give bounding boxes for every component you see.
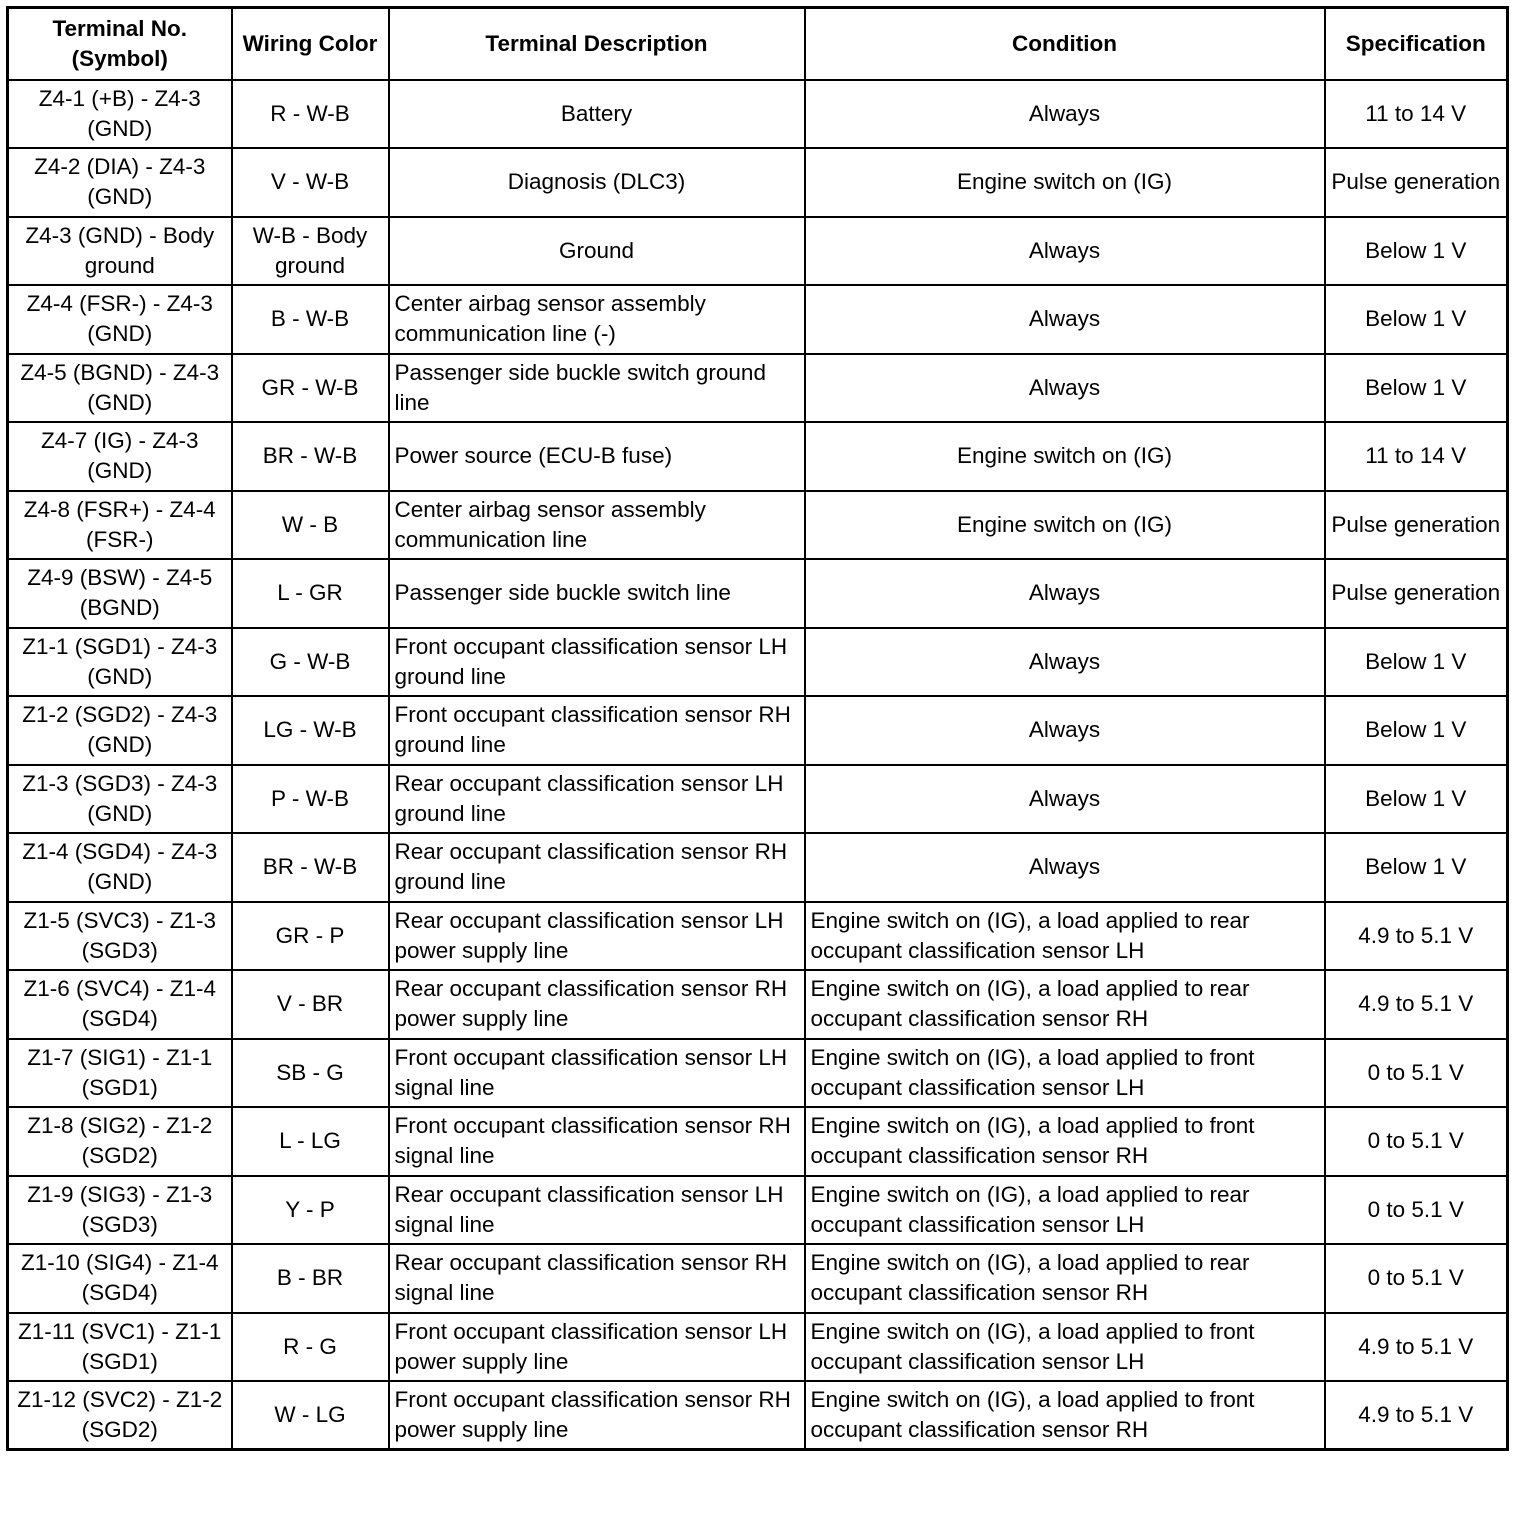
cell-wiring-color: R - W-B bbox=[232, 80, 389, 149]
cell-specification: Pulse generation bbox=[1325, 559, 1508, 628]
cell-terminal-description: Front occupant classification sensor LH ground line bbox=[389, 628, 805, 697]
cell-wiring-color: R - G bbox=[232, 1313, 389, 1382]
cell-terminal: Z1-12 (SVC2) - Z1-2 (SGD2) bbox=[8, 1381, 232, 1450]
cell-specification: Below 1 V bbox=[1325, 217, 1508, 286]
cell-terminal-description: Center airbag sensor assembly communication line (-) bbox=[389, 285, 805, 354]
cell-wiring-color: V - BR bbox=[232, 970, 389, 1039]
cell-condition: Always bbox=[805, 765, 1325, 834]
cell-terminal-description: Battery bbox=[389, 80, 805, 149]
cell-specification: Below 1 V bbox=[1325, 628, 1508, 697]
cell-condition: Engine switch on (IG), a load applied to front occupant classification sensor LH bbox=[805, 1313, 1325, 1382]
table-row bbox=[8, 354, 1508, 423]
cell-terminal: Z1-7 (SIG1) - Z1-1 (SGD1) bbox=[8, 1039, 232, 1108]
cell-terminal-description: Diagnosis (DLC3) bbox=[389, 148, 805, 217]
cell-terminal: Z4-8 (FSR+) - Z4-4 (FSR-) bbox=[8, 491, 232, 560]
cell-terminal-description: Front occupant classification sensor LH power supply line bbox=[389, 1313, 805, 1382]
cell-terminal-description: Passenger side buckle switch ground line bbox=[389, 354, 805, 423]
cell-terminal-description: Rear occupant classification sensor LH power supply line bbox=[389, 902, 805, 971]
cell-specification: Pulse generation bbox=[1325, 148, 1508, 217]
cell-wiring-color: V - W-B bbox=[232, 148, 389, 217]
cell-terminal-description: Rear occupant classification sensor RH power supply line bbox=[389, 970, 805, 1039]
terminal-spec-table-container bbox=[6, 6, 1509, 1451]
cell-condition: Engine switch on (IG) bbox=[805, 148, 1325, 217]
table-row bbox=[8, 559, 1508, 628]
cell-terminal: Z1-11 (SVC1) - Z1-1 (SGD1) bbox=[8, 1313, 232, 1382]
cell-specification: 4.9 to 5.1 V bbox=[1325, 970, 1508, 1039]
cell-condition: Engine switch on (IG), a load applied to front occupant classification sensor RH bbox=[805, 1381, 1325, 1450]
cell-condition: Engine switch on (IG), a load applied to front occupant classification sensor RH bbox=[805, 1107, 1325, 1176]
header-terminal-description: Terminal Description bbox=[389, 8, 805, 80]
table-header-row bbox=[8, 8, 1508, 80]
cell-terminal: Z1-9 (SIG3) - Z1-3 (SGD3) bbox=[8, 1176, 232, 1245]
cell-specification: 4.9 to 5.1 V bbox=[1325, 1313, 1508, 1382]
cell-terminal: Z1-6 (SVC4) - Z1-4 (SGD4) bbox=[8, 970, 232, 1039]
cell-condition: Engine switch on (IG) bbox=[805, 491, 1325, 560]
cell-wiring-color: B - W-B bbox=[232, 285, 389, 354]
cell-wiring-color: GR - P bbox=[232, 902, 389, 971]
cell-specification: Below 1 V bbox=[1325, 765, 1508, 834]
cell-terminal: Z1-10 (SIG4) - Z1-4 (SGD4) bbox=[8, 1244, 232, 1313]
table-row bbox=[8, 765, 1508, 834]
cell-condition: Always bbox=[805, 285, 1325, 354]
cell-specification: 0 to 5.1 V bbox=[1325, 1107, 1508, 1176]
cell-wiring-color: B - BR bbox=[232, 1244, 389, 1313]
cell-specification: 11 to 14 V bbox=[1325, 422, 1508, 491]
cell-terminal-description: Front occupant classification sensor RH ground line bbox=[389, 696, 805, 765]
cell-specification: 4.9 to 5.1 V bbox=[1325, 902, 1508, 971]
table-row bbox=[8, 1176, 1508, 1245]
cell-condition: Engine switch on (IG), a load applied to rear occupant classification sensor RH bbox=[805, 1244, 1325, 1313]
cell-condition: Always bbox=[805, 354, 1325, 423]
cell-terminal: Z1-2 (SGD2) - Z4-3 (GND) bbox=[8, 696, 232, 765]
cell-condition: Engine switch on (IG), a load applied to rear occupant classification sensor LH bbox=[805, 902, 1325, 971]
cell-terminal: Z4-5 (BGND) - Z4-3 (GND) bbox=[8, 354, 232, 423]
cell-terminal-description: Rear occupant classification sensor LH signal line bbox=[389, 1176, 805, 1245]
cell-wiring-color: SB - G bbox=[232, 1039, 389, 1108]
cell-terminal: Z1-4 (SGD4) - Z4-3 (GND) bbox=[8, 833, 232, 902]
header-wiring-color: Wiring Color bbox=[232, 8, 389, 80]
table-body bbox=[8, 80, 1508, 1450]
cell-terminal-description: Front occupant classification sensor LH signal line bbox=[389, 1039, 805, 1108]
table-row bbox=[8, 1244, 1508, 1313]
cell-wiring-color: W - LG bbox=[232, 1381, 389, 1450]
cell-wiring-color: W - B bbox=[232, 491, 389, 560]
table-row bbox=[8, 833, 1508, 902]
cell-condition: Always bbox=[805, 80, 1325, 149]
cell-specification: 4.9 to 5.1 V bbox=[1325, 1381, 1508, 1450]
cell-terminal: Z4-7 (IG) - Z4-3 (GND) bbox=[8, 422, 232, 491]
cell-condition: Engine switch on (IG) bbox=[805, 422, 1325, 491]
cell-terminal: Z1-5 (SVC3) - Z1-3 (SGD3) bbox=[8, 902, 232, 971]
header-specification: Specification bbox=[1325, 8, 1508, 80]
table-row bbox=[8, 491, 1508, 560]
cell-terminal-description: Passenger side buckle switch line bbox=[389, 559, 805, 628]
cell-terminal: Z4-1 (+B) - Z4-3 (GND) bbox=[8, 80, 232, 149]
cell-terminal-description: Front occupant classification sensor RH signal line bbox=[389, 1107, 805, 1176]
cell-specification: Below 1 V bbox=[1325, 354, 1508, 423]
cell-terminal-description: Rear occupant classification sensor RH signal line bbox=[389, 1244, 805, 1313]
cell-wiring-color: L - LG bbox=[232, 1107, 389, 1176]
cell-specification: Below 1 V bbox=[1325, 833, 1508, 902]
cell-terminal: Z1-1 (SGD1) - Z4-3 (GND) bbox=[8, 628, 232, 697]
table-row bbox=[8, 696, 1508, 765]
cell-condition: Engine switch on (IG), a load applied to rear occupant classification sensor LH bbox=[805, 1176, 1325, 1245]
cell-terminal-description: Front occupant classification sensor RH power supply line bbox=[389, 1381, 805, 1450]
cell-specification: 0 to 5.1 V bbox=[1325, 1176, 1508, 1245]
table-row bbox=[8, 1039, 1508, 1108]
cell-condition: Engine switch on (IG), a load applied to rear occupant classification sensor RH bbox=[805, 970, 1325, 1039]
cell-terminal-description: Rear occupant classification sensor LH ground line bbox=[389, 765, 805, 834]
table-row bbox=[8, 217, 1508, 286]
cell-terminal: Z4-3 (GND) - Body ground bbox=[8, 217, 232, 286]
cell-wiring-color: LG - W-B bbox=[232, 696, 389, 765]
cell-wiring-color: L - GR bbox=[232, 559, 389, 628]
header-condition: Condition bbox=[805, 8, 1325, 80]
cell-condition: Always bbox=[805, 628, 1325, 697]
cell-terminal: Z4-4 (FSR-) - Z4-3 (GND) bbox=[8, 285, 232, 354]
cell-terminal-description: Rear occupant classification sensor RH ground line bbox=[389, 833, 805, 902]
cell-condition: Always bbox=[805, 559, 1325, 628]
cell-specification: 11 to 14 V bbox=[1325, 80, 1508, 149]
table-row bbox=[8, 1381, 1508, 1450]
cell-wiring-color: P - W-B bbox=[232, 765, 389, 834]
table-row bbox=[8, 1107, 1508, 1176]
cell-condition: Always bbox=[805, 217, 1325, 286]
cell-specification: 0 to 5.1 V bbox=[1325, 1039, 1508, 1108]
cell-condition: Always bbox=[805, 833, 1325, 902]
header-terminal-no: Terminal No. (Symbol) bbox=[8, 8, 232, 80]
cell-specification: Below 1 V bbox=[1325, 285, 1508, 354]
cell-specification: Pulse generation bbox=[1325, 491, 1508, 560]
table-row bbox=[8, 422, 1508, 491]
cell-terminal-description: Power source (ECU-B fuse) bbox=[389, 422, 805, 491]
cell-terminal-description: Center airbag sensor assembly communication line bbox=[389, 491, 805, 560]
cell-terminal: Z1-3 (SGD3) - Z4-3 (GND) bbox=[8, 765, 232, 834]
terminal-spec-table bbox=[6, 6, 1509, 1451]
cell-condition: Engine switch on (IG), a load applied to front occupant classification sensor LH bbox=[805, 1039, 1325, 1108]
table-row bbox=[8, 1313, 1508, 1382]
cell-terminal: Z1-8 (SIG2) - Z1-2 (SGD2) bbox=[8, 1107, 232, 1176]
cell-condition: Always bbox=[805, 696, 1325, 765]
table-row bbox=[8, 628, 1508, 697]
table-row bbox=[8, 902, 1508, 971]
cell-specification: Below 1 V bbox=[1325, 696, 1508, 765]
table-row bbox=[8, 80, 1508, 149]
cell-wiring-color: G - W-B bbox=[232, 628, 389, 697]
table-row bbox=[8, 148, 1508, 217]
table-row bbox=[8, 970, 1508, 1039]
table-row bbox=[8, 285, 1508, 354]
cell-specification: 0 to 5.1 V bbox=[1325, 1244, 1508, 1313]
cell-terminal: Z4-9 (BSW) - Z4-5 (BGND) bbox=[8, 559, 232, 628]
cell-wiring-color: BR - W-B bbox=[232, 833, 389, 902]
cell-terminal: Z4-2 (DIA) - Z4-3 (GND) bbox=[8, 148, 232, 217]
cell-wiring-color: Y - P bbox=[232, 1176, 389, 1245]
cell-terminal-description: Ground bbox=[389, 217, 805, 286]
cell-wiring-color: GR - W-B bbox=[232, 354, 389, 423]
cell-wiring-color: BR - W-B bbox=[232, 422, 389, 491]
cell-wiring-color: W-B - Body ground bbox=[232, 217, 389, 286]
